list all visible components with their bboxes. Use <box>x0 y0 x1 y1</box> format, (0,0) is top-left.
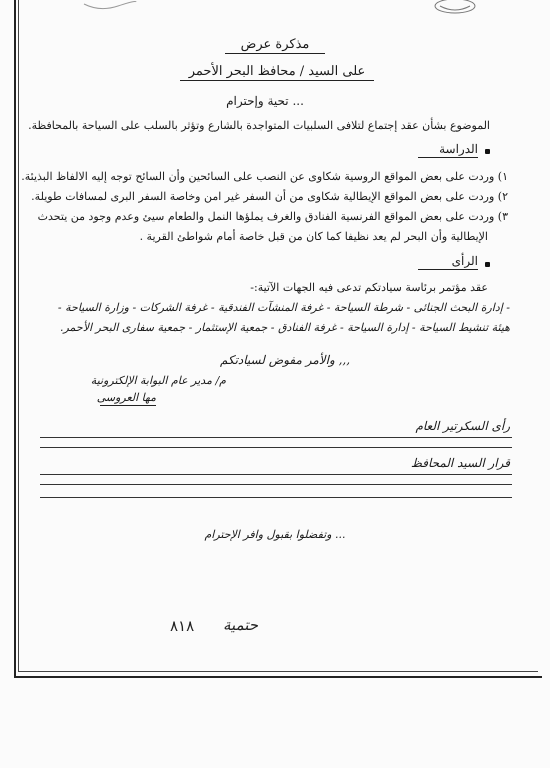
opinion-line-1: - إدارة البحث الجنائى - شرطة السياحة - غرفة المنشآت الفندقية - غرفة الشركات - وزارة السياحة - <box>57 301 510 314</box>
line-rule <box>40 437 512 438</box>
handwritten-note: حتمية <box>223 616 259 634</box>
secretary-opinion-label: رأى السكرتير العام <box>415 419 510 433</box>
handwritten-number: ٨١٨ <box>170 617 195 635</box>
signature-title-line <box>56 374 226 387</box>
line-rule <box>40 484 512 485</box>
signature-prefix: م/ <box>215 374 226 387</box>
signature-title: مدير عام البوابة الإلكترونية <box>90 374 212 387</box>
page-border-bottom-inner <box>18 671 538 672</box>
signature-name: مها العروسى <box>96 391 156 404</box>
study-item-3: ٣) وردت على بعض المواقع الفرنسية الفنادق والغرف يملؤها النمل والطعام سيئ وعدم وجود من يتحدث <box>37 210 508 223</box>
memo-title: مذكرة عرض <box>225 37 325 54</box>
study-item-3-continued: الإيطالية وأن البحر لم يعد نظيفا كما كان من قبل خاصة أمام شواطئ القرية . <box>139 230 488 243</box>
emblem-logo <box>432 0 478 18</box>
bullet-icon <box>485 149 490 154</box>
bullet-icon <box>485 262 490 267</box>
closing-line: والأمر مفوض لسيادتكم ,,, <box>219 353 351 367</box>
opinion-line-2: هيئة تنشيط السياحة - إدارة السياحة - غرفة الفنادق - جمعية الإستثمار - جمعية سفارى البحر الأحمر. <box>59 321 510 334</box>
addressee: على السيد / محافظ البحر الأحمر <box>180 64 374 81</box>
governor-decision-label: قرار السيد المحافظ <box>410 456 510 470</box>
line-rule <box>40 447 512 448</box>
line-rule <box>40 497 512 498</box>
opinion-heading: الرأى <box>418 254 478 270</box>
study-item-1: ١) وردت على بعض المواقع الروسية شكاوى عن النصب على السائحين وأن السائح توجه إليه الالفاظ البذيئة. <box>21 170 508 183</box>
final-greeting: وتفضلوا بقبول وافر الإحترام ... <box>204 528 346 541</box>
scribble-mark <box>80 0 140 14</box>
subject-line: الموضوع بشأن عقد إجتماع لتلافى السلبيات المتواجدة بالشارع وتؤثر بالسلب على السياحة بالمحافظة. <box>28 119 490 132</box>
page-border-bottom <box>14 676 542 678</box>
page-border-left-inner <box>18 0 19 672</box>
greeting: تحية وإحترام ... <box>226 94 304 108</box>
study-heading: الدراسة <box>418 142 478 158</box>
line-rule <box>40 474 512 475</box>
study-item-2: ٢) وردت على بعض المواقع الإيطالية شكاوى من أن السفر غير امن وخاصة السفر البرى لمسافات طويلة. <box>31 190 508 203</box>
opinion-intro: عقد مؤتمر برئاسة سيادتكم تدعى فيه الجهات الآتية:- <box>250 281 488 294</box>
page-border-left <box>14 0 16 678</box>
